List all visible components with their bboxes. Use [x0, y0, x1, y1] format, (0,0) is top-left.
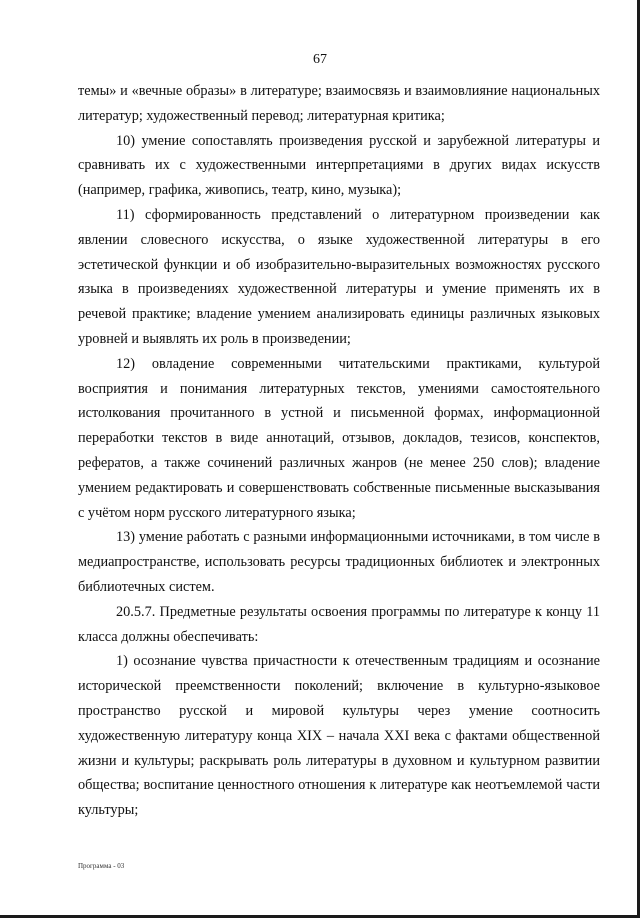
page-number: 67 [313, 52, 327, 67]
paragraph-continuation: темы» и «вечные образы» в литературе; взаимосвязь и взаимовлияние национальных литератур; художественный перевод; литературная критика; [78, 83, 600, 124]
paragraph-item-10: 10) умение сопоставлять произведения русской и зарубежной литературы и сравнивать их с художественными интерпретациями в других видах искусств (например, графика, живопись, театр, кино, музыка); [78, 132, 600, 199]
paragraph-item-11: 11) сформированность представлений о литературном произведении как явлении словесного искусства, о языке художественной литературы в его эстетической функции и об изобразительно-выразительных возможностях русского языка в произведениях художественной литературы и умение применять их в речевой практике; владение умением анализировать единицы различных языковых уровней и выявлять их роль в произведении; [78, 206, 600, 347]
paragraph-section-20-5-7: 20.5.7. Предметные результаты освоения программы по литературе к концу 11 класса должны обеспечивать: [78, 603, 600, 645]
document-body [78, 79, 600, 823]
paragraph-item-12: 12) овладение современными читательскими практиками, культурой восприятия и понимания литературных текстов, умениями самостоятельного истолкования прочитанного в устной и письменной формах, информационной переработки текстов в виде аннотаций, отзывов, докладов, тезисов, конспектов, рефератов, а также сочинений различных жанров (не менее 250 слов); владение умением редактировать и совершенствовать собственные письменные высказывания с учётом норм русского литературного языка; [78, 355, 600, 521]
paragraph-item-13: 13) умение работать с разными информационными источниками, в том числе в медиапространстве, использовать ресурсы традиционных библиотек и электронных библиотечных систем. [78, 529, 600, 595]
page-footer: Программа - 03 [78, 862, 125, 870]
paragraph-item-1: 1) осознание чувства причастности к отечественным традициям и осознание исторической преемственности поколений; включение в культурно-языковое пространство русской и мировой культуры через умение соотносить художественную литературу конца XIX – начала XXI века с фактами общественной жизни и культуры; раскрывать роль литературы в духовном и культурном развитии общества; воспитание ценностного отношения к литературе как неотъемлемой части культуры; [78, 653, 600, 819]
